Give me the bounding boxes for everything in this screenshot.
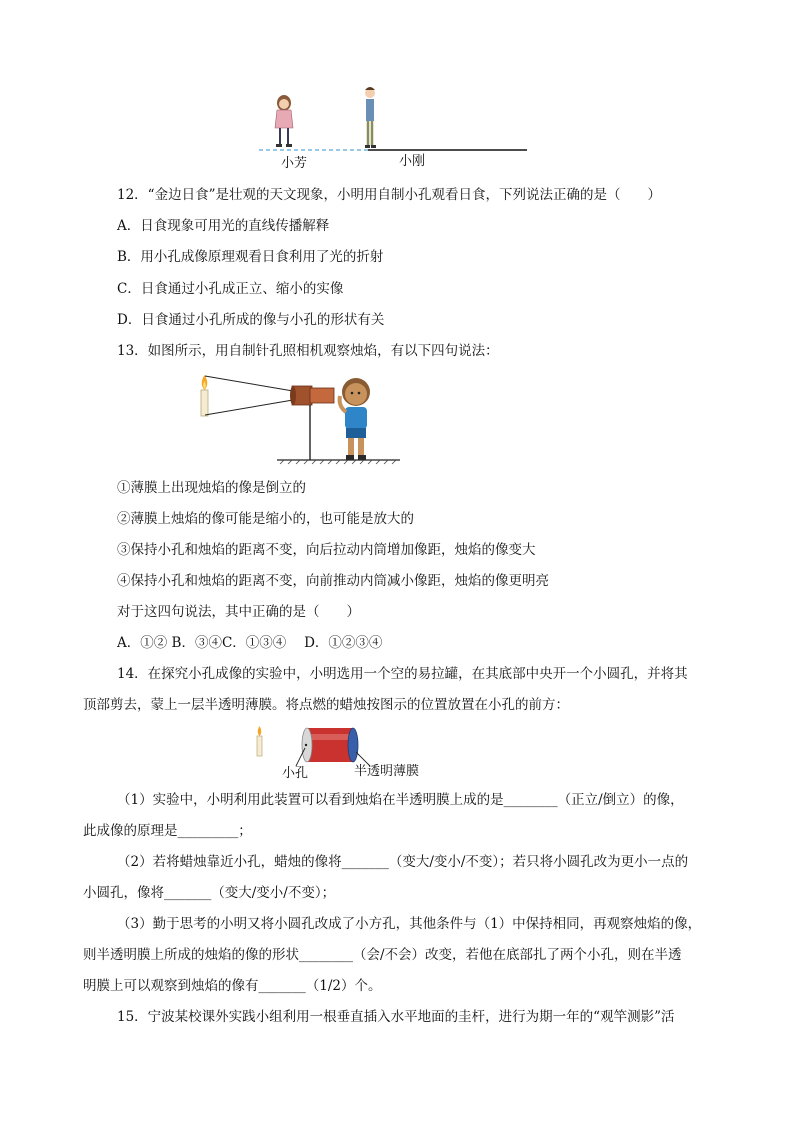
q13-statement-2: ②薄膜上烛焰的像可能是缩小的，也可能是放大的 bbox=[117, 511, 414, 527]
q13-statement-4: ④保持小孔和烛焰的距离不变，向前推动内筒减小像距，烛焰的像更明亮 bbox=[117, 573, 549, 589]
boy-figure-icon bbox=[365, 87, 376, 148]
q14-part2-a: （2）若将蜡烛靠近小孔，蜡烛的像将_______（变大/变小/不变）；若只将小圆孔改为更小一点的 bbox=[117, 854, 689, 870]
q14-part3-a: （3）勤于思考的小明又将小圆孔改成了小方孔，其他条件与（1）中保持相同，再观察烛焰的像， bbox=[117, 916, 702, 932]
q13-statement-3: ③保持小孔和烛焰的距离不变，向后拉动内筒增加像距，烛焰的像变大 bbox=[117, 542, 536, 558]
figure-1-drawing bbox=[0, 0, 794, 170]
label-xiaofang: 小芳 bbox=[281, 156, 308, 171]
label-film: 半透明薄膜 bbox=[354, 764, 420, 779]
q12-stem: 12．“金边日食”是壮观的天文现象，小明用自制小孔观看日食，下列说法正确的是（ ） bbox=[117, 187, 661, 203]
pinhole-camera-figure bbox=[0, 360, 794, 490]
q13-stem: 13．如图所示，用自制针孔照相机观察烛焰，有以下四句说法： bbox=[117, 343, 499, 359]
candle-icon bbox=[201, 375, 208, 416]
q12-option-a: A．日食现象可用光的直线传播解释 bbox=[117, 218, 330, 234]
girl-figure-icon bbox=[275, 95, 293, 147]
label-hole: 小孔 bbox=[282, 766, 309, 781]
q14-part1-a: （1）实验中，小明利用此装置可以看到烛焰在半透明膜上成的是________（正立/倒立）的像， bbox=[117, 792, 684, 808]
label-xiaogang: 小刚 bbox=[399, 154, 426, 169]
boy-observer-icon bbox=[340, 378, 370, 460]
pinhole-camera-icon bbox=[290, 386, 334, 405]
q14-part3-b: 则半透明膜上所成的烛焰的像的形状________（会/不会）改变，若他在底部扎了两个小孔，则在半透 bbox=[83, 947, 682, 963]
can-icon bbox=[302, 728, 358, 762]
q15-stem: 15．宁波某校课外实践小组利用一根垂直插入水平地面的圭杆，进行为期一年的“观竿测影”活 bbox=[117, 1009, 675, 1025]
q14-intro-2: 顶部剪去，蒙上一层半透明薄膜。将点燃的蜡烛按图示的位置放置在小孔的前方： bbox=[83, 697, 569, 713]
q14-part2-b: 小圆孔，像将_______（变大/变小/不变）； bbox=[83, 885, 336, 901]
q14-intro-1: 14．在探究小孔成像的实验中，小明选用一个空的易拉罐，在其底部中央开一个小圆孔，并将其 bbox=[117, 666, 688, 682]
q12-option-d: D．日食通过小孔所成的像与小孔的形状有关 bbox=[117, 312, 385, 328]
small-candle-icon bbox=[257, 726, 262, 756]
q13-options: A．①② B．③④C．①③④ D．①②③④ bbox=[117, 635, 383, 651]
q14-part1-b: 此成像的原理是_________； bbox=[83, 823, 252, 839]
q14-part3-c: 明膜上可以观察到烛焰的像有_______（1/2）个。 bbox=[83, 978, 382, 994]
q13-question: 对于这四句说法，其中正确的是（ ） bbox=[117, 604, 360, 620]
q13-statement-1: ①薄膜上出现烛焰的像是倒立的 bbox=[117, 480, 306, 496]
q12-option-c: C．日食通过小孔成正立、缩小的实像 bbox=[117, 281, 344, 297]
q12-option-b: B．用小孔成像原理观看日食利用了光的折射 bbox=[117, 249, 384, 265]
